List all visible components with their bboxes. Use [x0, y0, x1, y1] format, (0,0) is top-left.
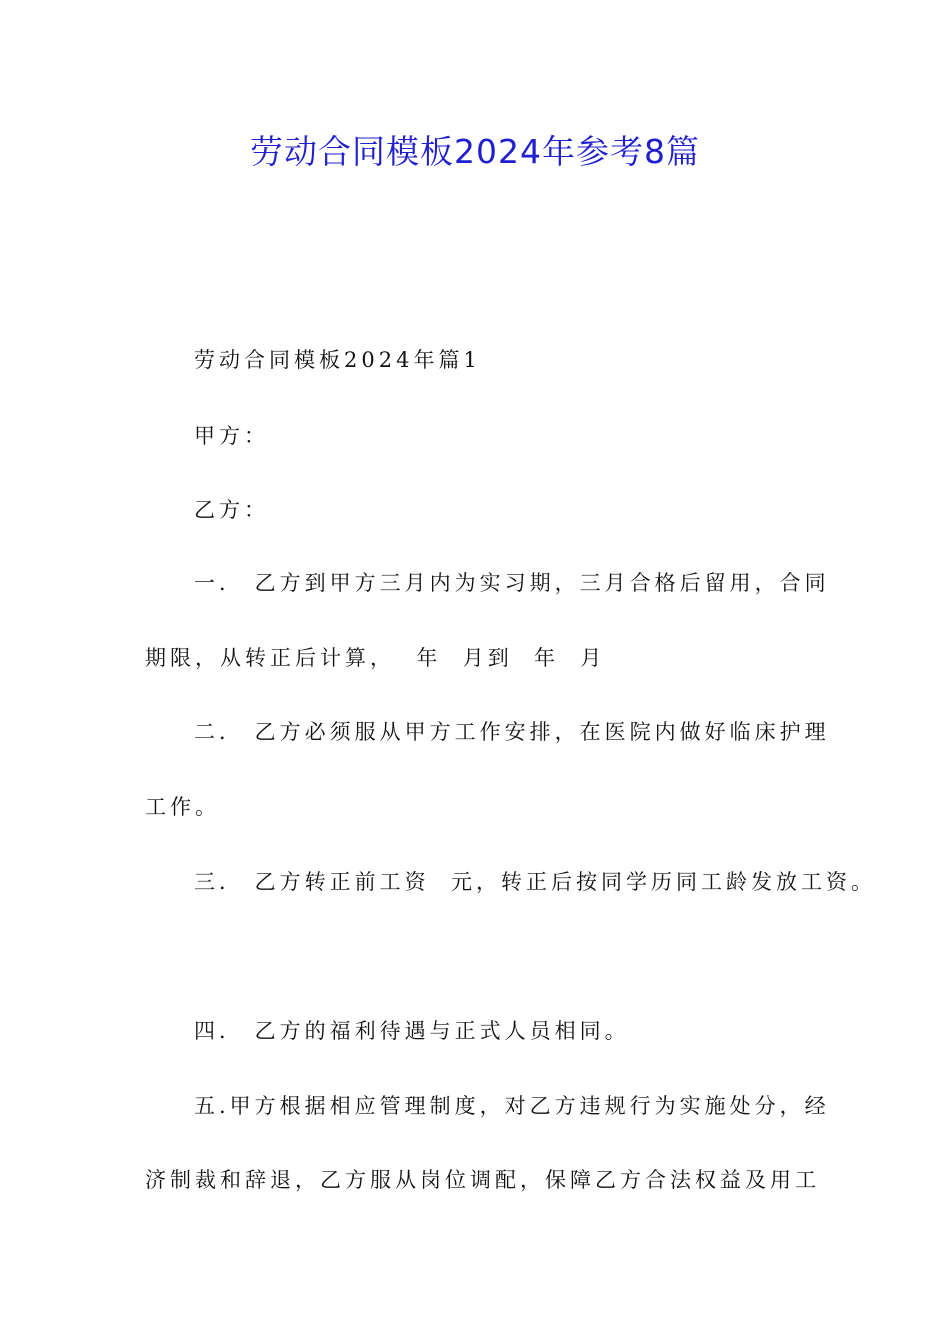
clause-1-line-1: 一． 乙方到甲方三月内为实习期，三月合格后留用，合同	[194, 571, 830, 595]
clause-5-line-2: 济制裁和辞退，乙方服从岗位调配，保障乙方合法权益及用工	[145, 1168, 820, 1192]
document-title: 劳动合同模板2024年参考8篇	[250, 132, 700, 171]
clause-2-line-2: 工作。	[145, 795, 220, 819]
party-b-label: 乙方：	[194, 498, 269, 522]
clause-2-line-1: 二． 乙方必须服从甲方工作安排，在医院内做好临床护理	[194, 720, 830, 744]
clause-4-line-1: 四． 乙方的福利待遇与正式人员相同。	[194, 1019, 630, 1043]
clause-3-line-1: 三． 乙方转正前工资 元，转正后按同学历同工龄发放工资。	[194, 870, 877, 894]
clause-1-line-2: 期限，从转正后计算， 年 月到 年 月	[145, 646, 606, 670]
clause-5-line-1: 五.甲方根据相应管理制度，对乙方违规行为实施处分，经	[194, 1094, 830, 1118]
party-a-label: 甲方：	[194, 424, 269, 448]
section-heading: 劳动合同模板2024年篇1	[194, 348, 481, 372]
